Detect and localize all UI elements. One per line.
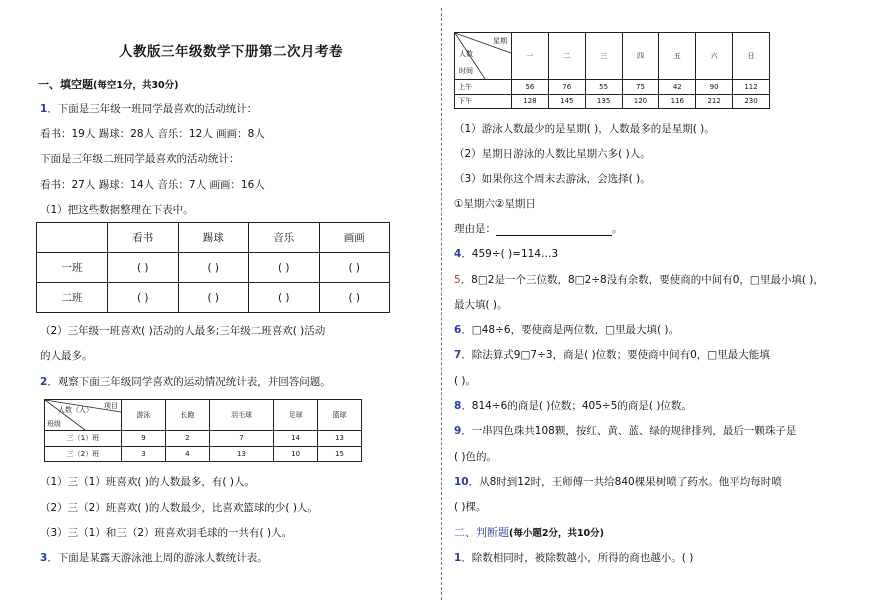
table-header-cell: 篮球 — [318, 400, 362, 431]
row-label: 上午 — [455, 80, 512, 95]
corner-label: 人数 — [459, 50, 473, 58]
table-row — [455, 80, 770, 95]
answer-blank[interactable]: ( ) — [108, 253, 179, 283]
table-cell: 10 — [274, 446, 318, 462]
answer-blank[interactable]: ( ) — [319, 283, 390, 313]
table-header-row — [455, 33, 770, 80]
corner-label: 时间 — [459, 67, 473, 75]
q9-line1 — [454, 423, 796, 438]
table-row — [45, 431, 362, 447]
table-cell: 212 — [696, 94, 733, 109]
q1-part2-line2: 的人最多。 — [40, 350, 93, 362]
table-header-cell: 踢球 — [178, 223, 249, 253]
reason-answer-line[interactable] — [496, 225, 612, 236]
answer-blank[interactable]: ( ) — [319, 253, 390, 283]
q2-intro — [40, 374, 331, 389]
answer-blank[interactable]: ( ) — [108, 283, 179, 313]
q2-intro-text: ．观察下面三年级同学喜欢的运动情况统计表，并回答问题。 — [47, 376, 331, 388]
table-header-cell: 四 — [622, 33, 659, 80]
q4 — [454, 246, 558, 261]
row-label: 二班 — [37, 283, 108, 313]
q6 — [454, 322, 679, 337]
table-cell: 2 — [165, 431, 209, 447]
q3-table — [454, 32, 770, 109]
q5-line1 — [454, 272, 824, 287]
table-header-row — [45, 400, 362, 431]
table-row — [37, 283, 390, 313]
q2-number: 2 — [40, 376, 48, 388]
table-row — [37, 253, 390, 283]
q2-sub1: （1）三（1）班喜欢( )的人数最多，有( )人。 — [40, 476, 255, 488]
q10-line2: ( )棵。 — [454, 501, 487, 513]
table-header-cell: 足球 — [274, 400, 318, 431]
q1-part2-line1: （2）三年级一班喜欢( )活动的人最多;三年级二班喜欢( )活动 — [40, 325, 326, 337]
table-header-cell: 六 — [696, 33, 733, 80]
table-cell: 56 — [512, 80, 549, 95]
row-label: 三（1）班 — [45, 431, 122, 447]
judge-q1-text: ．除数相同时，被除数越小，所得的商也越小。( ) — [461, 552, 694, 564]
section-1-note: (每空1分，共30分) — [93, 80, 179, 91]
q3-number: 3 — [40, 552, 48, 564]
row-label: 下午 — [455, 94, 512, 109]
q2-sub2: （2）三（2）班喜欢( )的人数最少，比喜欢篮球的少( )人。 — [40, 502, 318, 514]
section-2-heading — [454, 524, 604, 540]
q10-line1 — [454, 474, 782, 489]
table-cell: 116 — [659, 94, 696, 109]
q3-sub1: （1）游泳人数最少的是星期( )，人数最多的是星期( )。 — [454, 123, 715, 135]
q6-number: 6 — [454, 324, 462, 336]
table-cell: 128 — [512, 94, 549, 109]
table-cell: 9 — [122, 431, 166, 447]
table-cell: 145 — [548, 94, 585, 109]
q3-sub3: （3）如果你这个周末去游泳，会选择( )。 — [454, 173, 651, 185]
q10-text: ．从8时到12时，王师傅一共给840棵果树喷了药水。他平均每时喷 — [468, 476, 782, 488]
table-header-cell: 看书 — [108, 223, 179, 253]
diagonal-header-cell — [45, 400, 122, 431]
table-cell: 120 — [622, 94, 659, 109]
q1-class2-data: 看书：27人 踢球：14人 音乐：7人 画画：16人 — [40, 179, 265, 191]
q8-number: 8 — [454, 400, 462, 412]
q9-line2: ( )色的。 — [454, 451, 498, 463]
table-cell: 13 — [209, 446, 273, 462]
q5-text: ．8□2是一个三位数，8□2÷8没有余数，要使商的中间有0，□里最小填( )， — [460, 274, 824, 286]
answer-blank[interactable]: ( ) — [178, 253, 249, 283]
table-row — [45, 446, 362, 462]
row-label: 一班 — [37, 253, 108, 283]
corner-label: 班级 — [47, 420, 61, 428]
table-header-cell: 长跑 — [165, 400, 209, 431]
table-cell: 112 — [733, 80, 770, 95]
judge-q1 — [454, 550, 693, 565]
table-cell: 75 — [622, 80, 659, 95]
diagonal-header-cell — [455, 33, 512, 80]
row-label: 三（2）班 — [45, 446, 122, 462]
q3-reason — [454, 221, 623, 236]
q1-intro — [40, 101, 257, 116]
corner-label: 项目 — [104, 402, 118, 410]
table-cell: 230 — [733, 94, 770, 109]
table-cell: 135 — [585, 94, 622, 109]
table-cell: 13 — [318, 431, 362, 447]
q7-number: 7 — [454, 349, 462, 361]
reason-end: 。 — [612, 223, 623, 235]
table-header-cell: 三 — [585, 33, 622, 80]
table-cell: 42 — [659, 80, 696, 95]
judge-q1-number: 1 — [454, 552, 462, 564]
table-header-cell: 羽毛球 — [209, 400, 273, 431]
table-cell: 3 — [122, 446, 166, 462]
table-row — [455, 94, 770, 109]
q1-part1: （1）把这些数据整理在下表中。 — [40, 204, 194, 216]
section-1-heading — [38, 76, 179, 92]
answer-blank[interactable]: ( ) — [249, 283, 320, 313]
reason-label: 理由是： — [454, 223, 496, 235]
q6-text: ．□48÷6，要使商是两位数，□里最大填( )。 — [461, 324, 680, 336]
q3-intro — [40, 550, 268, 565]
page-title: 人教版三年级数学下册第二次月考卷 — [119, 44, 343, 60]
table-header-row — [37, 223, 390, 253]
table-cell: 76 — [548, 80, 585, 95]
table-header-cell: 二 — [548, 33, 585, 80]
q5-number: 5 — [454, 274, 461, 286]
q3-intro-text: ．下面是某露天游泳池上周的游泳人数统计表。 — [47, 552, 268, 564]
section-1-label: 一、填空题 — [38, 78, 93, 91]
q2-table — [44, 399, 362, 462]
table-cell: 4 — [165, 446, 209, 462]
q9-text: ．一串四色珠共108颗，按红、黄、蓝、绿的规律排列，最后一颗珠子是 — [461, 425, 797, 437]
q9-number: 9 — [454, 425, 462, 437]
table-header-cell: 五 — [659, 33, 696, 80]
q10-number: 10 — [454, 476, 469, 488]
q1-intro2: 下面是三年级二班同学最喜欢的活动统计： — [40, 153, 240, 165]
q4-number: 4 — [454, 248, 462, 260]
table-header-cell — [37, 223, 108, 253]
q1-number: 1 — [40, 103, 48, 115]
section-2-label: 二、判断题 — [454, 526, 509, 539]
table-header-cell: 日 — [733, 33, 770, 80]
table-cell: 55 — [585, 80, 622, 95]
table-header-cell: 音乐 — [249, 223, 320, 253]
answer-blank[interactable]: ( ) — [249, 253, 320, 283]
q4-text: ．459÷( )=114…3 — [461, 248, 559, 260]
table-header-cell: 一 — [512, 33, 549, 80]
q1-intro-text: ．下面是三年级一班同学最喜欢的活动统计： — [47, 103, 258, 115]
corner-label: 星期 — [493, 37, 507, 45]
section-2-note: (每小题2分，共10分) — [509, 528, 605, 539]
table-cell: 14 — [274, 431, 318, 447]
q7-line2: ( )。 — [454, 375, 477, 387]
table-header-cell: 游泳 — [122, 400, 166, 431]
table-cell: 15 — [318, 446, 362, 462]
q7-text: ．除法算式9□7÷3，商是( )位数；要使商中间有0，□里最大能填 — [461, 349, 770, 361]
q3-options: ①星期六②星期日 — [454, 198, 536, 210]
q1-table — [36, 222, 390, 313]
corner-label: 人数（人） — [58, 406, 93, 414]
table-cell: 7 — [209, 431, 273, 447]
q8-text: ．814÷6的商是( )位数；405÷5的商是( )位数。 — [461, 400, 692, 412]
q2-sub3: （3）三（1）和三（2）班喜欢羽毛球的一共有( )人。 — [40, 527, 293, 539]
q3-sub2: （2）星期日游泳的人数比星期六多( )人。 — [454, 148, 651, 160]
q1-class1-data: 看书：19人 踢球：28人 音乐：12人 画画：8人 — [40, 128, 265, 140]
table-header-cell: 画画 — [319, 223, 390, 253]
column-divider — [441, 8, 442, 600]
answer-blank[interactable]: ( ) — [178, 283, 249, 313]
q7-line1 — [454, 347, 770, 362]
q5-line2: 最大填( )。 — [454, 299, 508, 311]
q8 — [454, 398, 692, 413]
table-cell: 90 — [696, 80, 733, 95]
